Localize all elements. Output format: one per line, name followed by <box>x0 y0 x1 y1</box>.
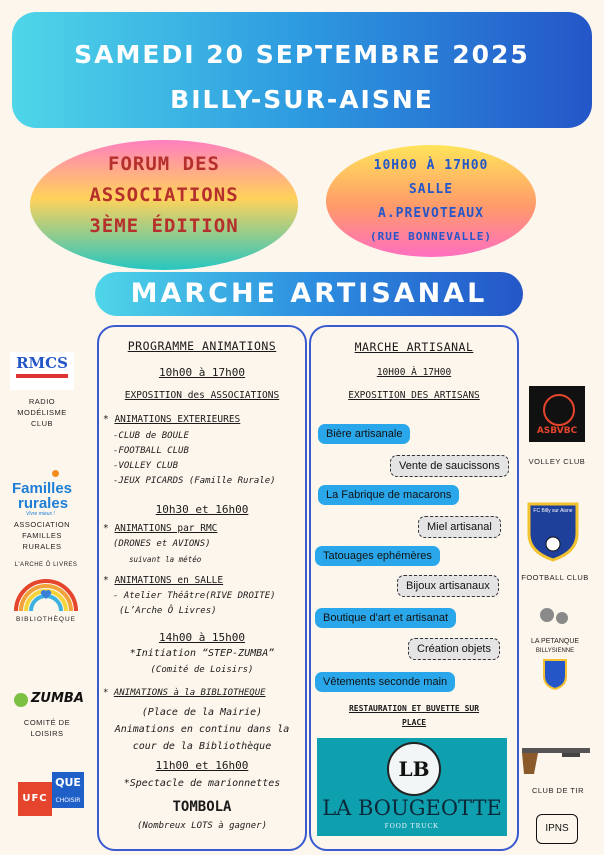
venue-street: (RUE BONNEVALLE) <box>370 230 492 243</box>
ext-item: -VOLLEY CLUB <box>113 461 179 471</box>
air-rifle-icon <box>518 740 594 780</box>
stand-tag: Miel artisanal <box>418 516 501 538</box>
truck-sub: FOOD TRUCK <box>384 822 440 830</box>
salle-title: * ANIMATIONS en SALLE <box>103 575 224 586</box>
tir-caption: CLUB DE TIR <box>531 786 585 795</box>
biblio-place: (Place de la Mairie) <box>141 707 263 718</box>
arche-o-livres-logo: BIBLIOTHÈQUE L'ARCHE Ô LIVRES <box>8 565 84 627</box>
forum-line1: FORUM DES <box>108 153 220 175</box>
salle-item2: (L’Arche Ô Livres) <box>119 606 217 616</box>
familles-caption: ASSOCIATION FAMILLES RURALES <box>13 520 71 551</box>
programme-time1: 10h00 à 17h00 <box>158 366 246 379</box>
orange-dot-icon <box>52 470 59 477</box>
food-truck-logo <box>317 738 507 836</box>
truck-name: LA BOUGEOTTE <box>322 796 502 820</box>
rmc-note: suivant la météo <box>129 555 202 564</box>
stand-tag: Tatouages ephémères <box>315 546 440 566</box>
event-date: SAMEDI 20 SEPTEMBRE 2025 <box>74 40 530 69</box>
boule-icon <box>540 608 554 622</box>
zumba-icon <box>14 693 28 707</box>
boule-icon <box>556 612 568 624</box>
venue-oval <box>326 145 536 257</box>
biblio-title: * ANIMATIONS à la BIBLIOTHEQUE <box>103 688 266 698</box>
ipns-box: IPNS <box>536 814 578 844</box>
venue-name: A.PREVOTEAUX <box>378 206 484 221</box>
rmcs-logo: RMCS <box>10 352 74 390</box>
zumba: *Initiation “STEP-ZUMBA” <box>129 648 275 659</box>
familles-rurales-logo: Familles rurales Vivre mieux ! <box>12 470 82 516</box>
stand-tag: Vente de saucissons <box>390 455 509 477</box>
stand-tag: Bijoux artisanaux <box>397 575 499 597</box>
zumba-logo: ZUMBA <box>14 691 80 709</box>
petanque-shield-icon <box>542 658 568 690</box>
forum-oval <box>30 140 298 270</box>
biblio-line2: cour de la Bibliothèque <box>132 741 272 752</box>
programme-title: PROGRAMME ANIMATIONS <box>127 339 277 353</box>
stand-tag: Bière artisanale <box>318 424 410 444</box>
market-box-title: MARCHE ARTISANAL <box>354 340 474 354</box>
venue-hours: 10H00 À 17H00 <box>373 158 489 173</box>
petanque-logo: LA PETANQUE BILLYSIENNE <box>520 606 590 692</box>
market-title-banner: MARCHE ARTISANAL <box>95 272 523 316</box>
programme-expo: EXPOSITION des ASSOCIATIONS <box>124 390 280 401</box>
ext-item: -FOOTBALL CLUB <box>113 446 189 456</box>
stand-tag: Création objets <box>408 638 500 660</box>
ext-item: -JEUX PICARDS (Famille Rurale) <box>113 476 276 486</box>
volley-caption: VOLLEY CLUB <box>528 457 586 466</box>
stand-tag: La Fabrique de macarons <box>318 485 459 505</box>
club-de-tir-logo <box>518 740 594 780</box>
header-banner <box>12 12 592 128</box>
programme-time4: 11h00 et 16h00 <box>155 759 249 772</box>
ext-title: * ANIMATIONS EXTERIEURES <box>103 414 241 425</box>
programme-time3: 14h00 à 15h00 <box>158 631 246 644</box>
market-box <box>309 325 519 851</box>
rmcs-caption: RADIO MODÉLISME CLUB <box>17 397 67 428</box>
volleyball-icon <box>543 394 575 426</box>
programme-box <box>97 325 307 851</box>
salle-item1: - Atelier Théâtre(RIVE DROITE) <box>113 591 276 601</box>
biblio-line1: Animations en continu dans la <box>114 724 290 735</box>
venue-salle: SALLE <box>408 182 454 197</box>
comite-caption: COMITÉ DE LOISIRS <box>23 718 71 738</box>
football-caption: FOOTBALL CLUB <box>521 573 589 582</box>
football-club-logo: FC Billy sur Aisne <box>525 500 581 562</box>
forum-line2: ASSOCIATIONS <box>89 184 239 206</box>
market-hours: 10H00 À 17H00 <box>376 367 452 378</box>
tombola: TOMBOLA <box>172 799 232 815</box>
forum-line3: 3ÈME ÉDITION <box>89 215 239 237</box>
marionettes: *Spectacle de marionnettes <box>123 778 281 789</box>
programme-time2: 10h30 et 16h00 <box>155 503 249 516</box>
stand-tag: Boutique d'art et artisanat <box>315 608 456 628</box>
rmc-sub: (DRONES et AVIONS) <box>113 539 211 549</box>
rmc-title: * ANIMATIONS par RMC <box>103 523 218 534</box>
market-expo: EXPOSITION DES ARTISANS <box>348 390 480 401</box>
ufc-que-choisir-logo: UFC QUE CHOISIR <box>18 772 84 816</box>
ext-item: -CLUB de BOULE <box>113 431 189 441</box>
truck-monogram: LB <box>387 742 441 796</box>
tombola-sub: (Nombreux LOTS à gagner) <box>136 821 268 831</box>
resto-line2: PLACE <box>401 718 427 727</box>
resto-line1: RESTAURATION ET BUVETTE SUR <box>348 704 480 713</box>
event-town: BILLY-SUR-AISNE <box>170 85 434 114</box>
stand-tag: Vêtements seconde main <box>315 672 455 692</box>
zumba-sub: (Comité de Loisirs) <box>150 665 254 675</box>
asbvbc-logo: ASBVBC <box>529 386 585 442</box>
